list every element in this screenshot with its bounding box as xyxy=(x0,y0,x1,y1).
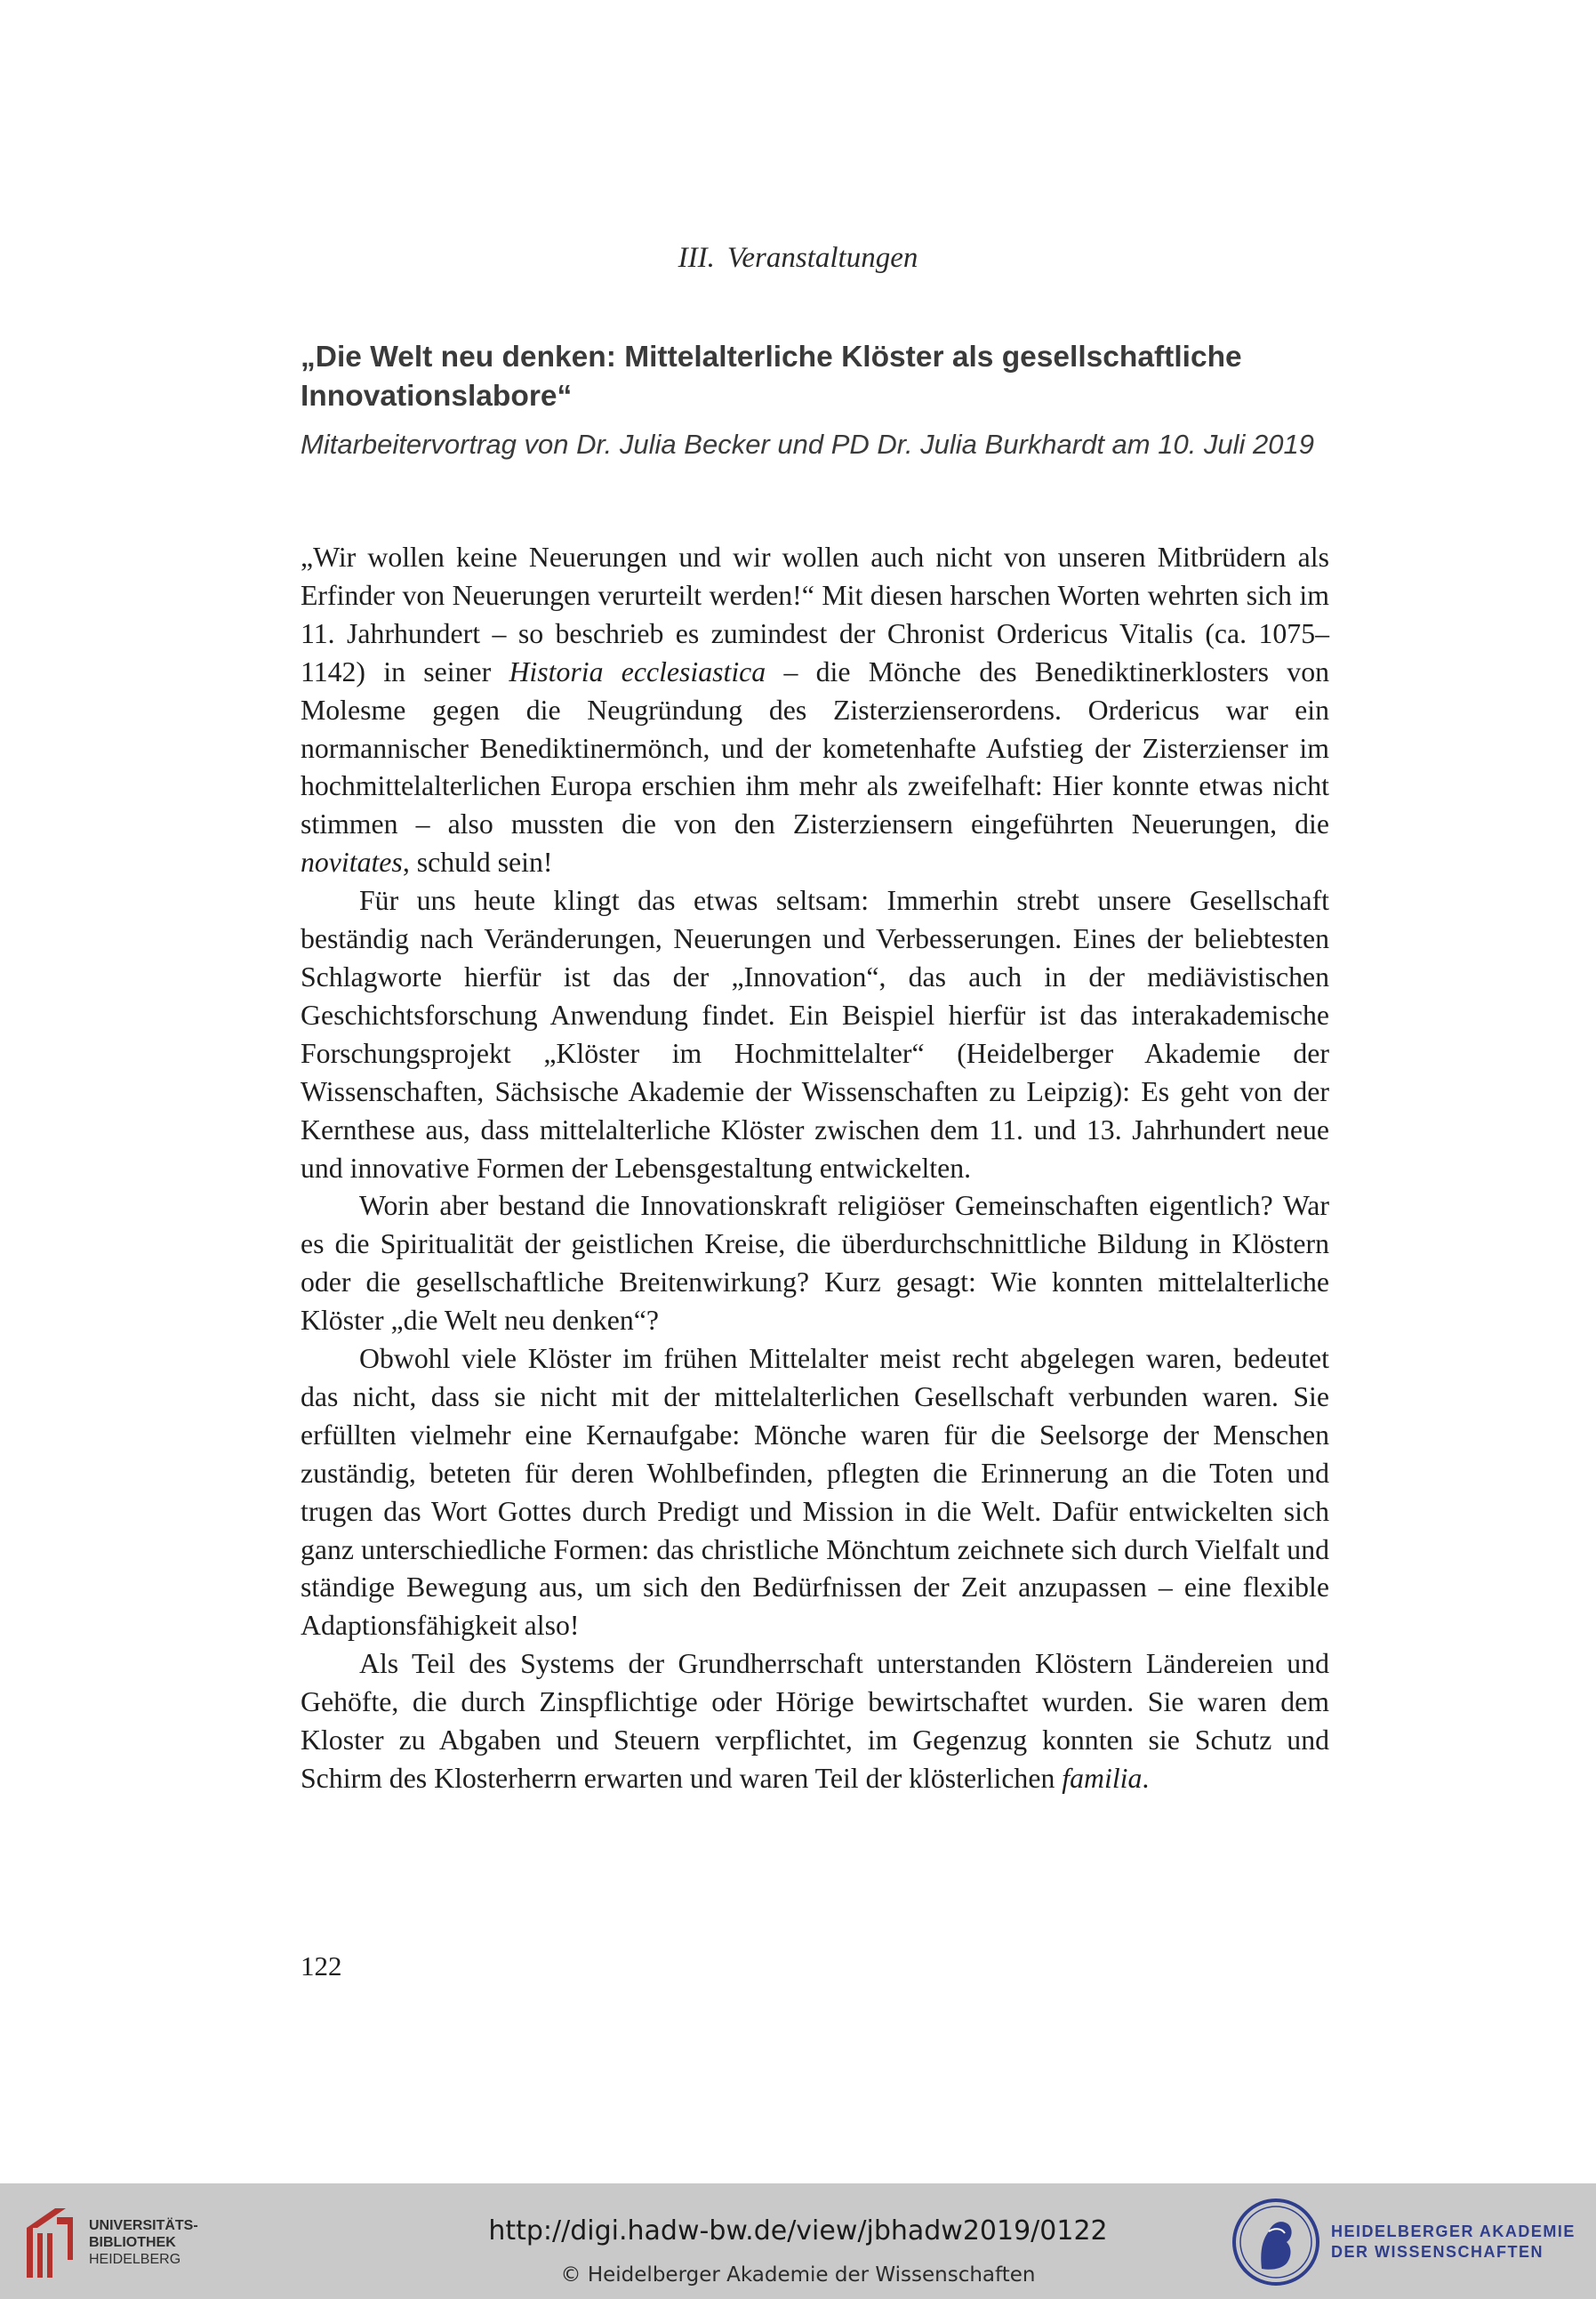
paragraph-1-italic-title: Historia ecclesiastica xyxy=(509,655,766,687)
paragraph-1 xyxy=(301,539,1329,882)
paragraph-4: Obwohl viele Klöster im frühen Mittelalter meist recht abgelegen waren, bedeutet das nicht, dass sie nicht mit der mittelalterlichen Gesellschaft verbunden waren. Sie erfüllten vielmehr eine Kernaufgabe: Mönche waren für die Seelsorge der Menschen zuständig, beteten für deren Wohlbefinden, pflegten die Erinnerung an die Toten und trugen das Wort Gottes durch Predigt und Mission in die Welt. Dafür entwickelten sich ganz unterschiedliche Formen: das christliche Mönchtum zeichnete sich durch Vielfalt und ständige Bewegung aus, um sich den Bedürfnissen der Zeit anzupassen – eine flexible Adaptionsfähigkeit also! xyxy=(301,1343,1329,1642)
library-logo-line-3: HEIDELBERG xyxy=(89,2252,181,2267)
academy-logo-text xyxy=(1331,2222,1576,2263)
academy-seal-icon xyxy=(1230,2196,1322,2293)
library-logo-line-1: UNIVERSITÄTS- xyxy=(89,2218,198,2233)
paragraph-5-italic-term: familia xyxy=(1062,1763,1143,1794)
paragraph-5-text-c: . xyxy=(1142,1763,1150,1794)
paragraph-5 xyxy=(301,1645,1329,1798)
article-title: „Die Welt neu denken: Mittelalterliche Klöster als gesellschaftliche Innovationslabore“ xyxy=(301,341,1242,413)
page-number: 122 xyxy=(301,1950,342,1981)
article-subtitle: Mitarbeitervortrag von Dr. Julia Becker und PD Dr. Julia Burkhardt am 10. Juli 2019 xyxy=(301,429,1315,460)
paragraph-1-text-a: „Wir wollen keine Neuerungen und wir wollen auch nicht von unseren Mitbrüdern als Erfinder von Neuerungen verurteilt werden!“ Mit diesen harschen Worten wehrten sich im 11. Jahrhundert – so beschrieb es zumindest der Chronist Ordericus Vitalis (ca. 1075–1142) in seiner xyxy=(301,542,1329,687)
paragraph-3: Worin aber bestand die Innovationskraft religiöser Gemeinschaften eigentlich? War es die Spiritualität der geistlichen Kreise, die überdurchschnittliche Bildung in Klöstern oder die gesellschaftliche Breitenwirkung? Kurz gesagt: Wie konnten mittelalterliche Klöster „die Welt neu denken“? xyxy=(301,1190,1329,1337)
footer-url-link[interactable]: http://digi.hadw-bw.de/view/jbhadw2019/0122 xyxy=(488,2215,1108,2247)
running-head xyxy=(0,242,1596,275)
paragraph-5-text-a: Als Teil des Systems der Grundherrschaft unterstanden Klöstern Ländereien und Gehöfte, die durch Zinspflichtige oder Hörige bewirtschaftet wurden. Sie waren dem Kloster zu Abgaben und Steuern verpflichtet, im Gegenzug konnten sie Schutz und Schirm des Klosterherrn erwarten und waren Teil der klösterlichen xyxy=(301,1648,1329,1794)
academy-logo-line-1: HEIDELBERGER AKADEMIE xyxy=(1331,2223,1576,2240)
paragraph-1-text-c: – die Mönche des Benediktinerklosters von Molesme gegen die Neugründung des Zisterzienserordens. Ordericus war ein normannischer Benediktinermönch, und der kometenhafte Aufstieg der Zisterzienser im hochmittelalterlichen Europa erschien ihm mehr als zweifelhaft: Hier konnte etwas nicht stimmen – also mussten die von den Zisterziensern eingeführten Neuerungen, die xyxy=(301,655,1329,840)
paragraph-2: Für uns heute klingt das etwas seltsam: Immerhin strebt unsere Gesellschaft beständig nach Veränderungen, Neuerungen und Verbesserungen. Eines der beliebtesten Schlagworte hierfür ist das der „Innovation“, das auch in der mediävistischen Geschichtsforschung Anwendung findet. Ein Beispiel hierfür ist das interakademische Forschungsprojekt „Klöster im Hochmittelalter“ (Heidelberger Akademie der Wissenschaften, Sächsische Akademie der Wissenschaften zu Leipzig): Es geht von der Kernthese aus, dass mittelalterliche Klöster zwischen dem 11. und 13. Jahrhundert neue und innovative Formen der Lebensgestaltung entwickelten. xyxy=(301,885,1329,1184)
footer-bar xyxy=(0,2183,1596,2299)
footer-copyright: © Heidelberger Akademie der Wissenschaften xyxy=(560,2263,1036,2287)
paragraph-1-italic-term: novitates xyxy=(301,847,403,879)
library-logo-line-2: BIBLIOTHEK xyxy=(89,2235,176,2250)
academy-logo-line-2: DER WISSENSCHAFTEN xyxy=(1331,2243,1544,2261)
article-body xyxy=(301,539,1329,1798)
running-head-title: Veranstaltungen xyxy=(726,242,918,274)
paragraph-1-text-e: , schuld sein! xyxy=(402,847,553,879)
running-head-number: III. xyxy=(678,242,715,274)
